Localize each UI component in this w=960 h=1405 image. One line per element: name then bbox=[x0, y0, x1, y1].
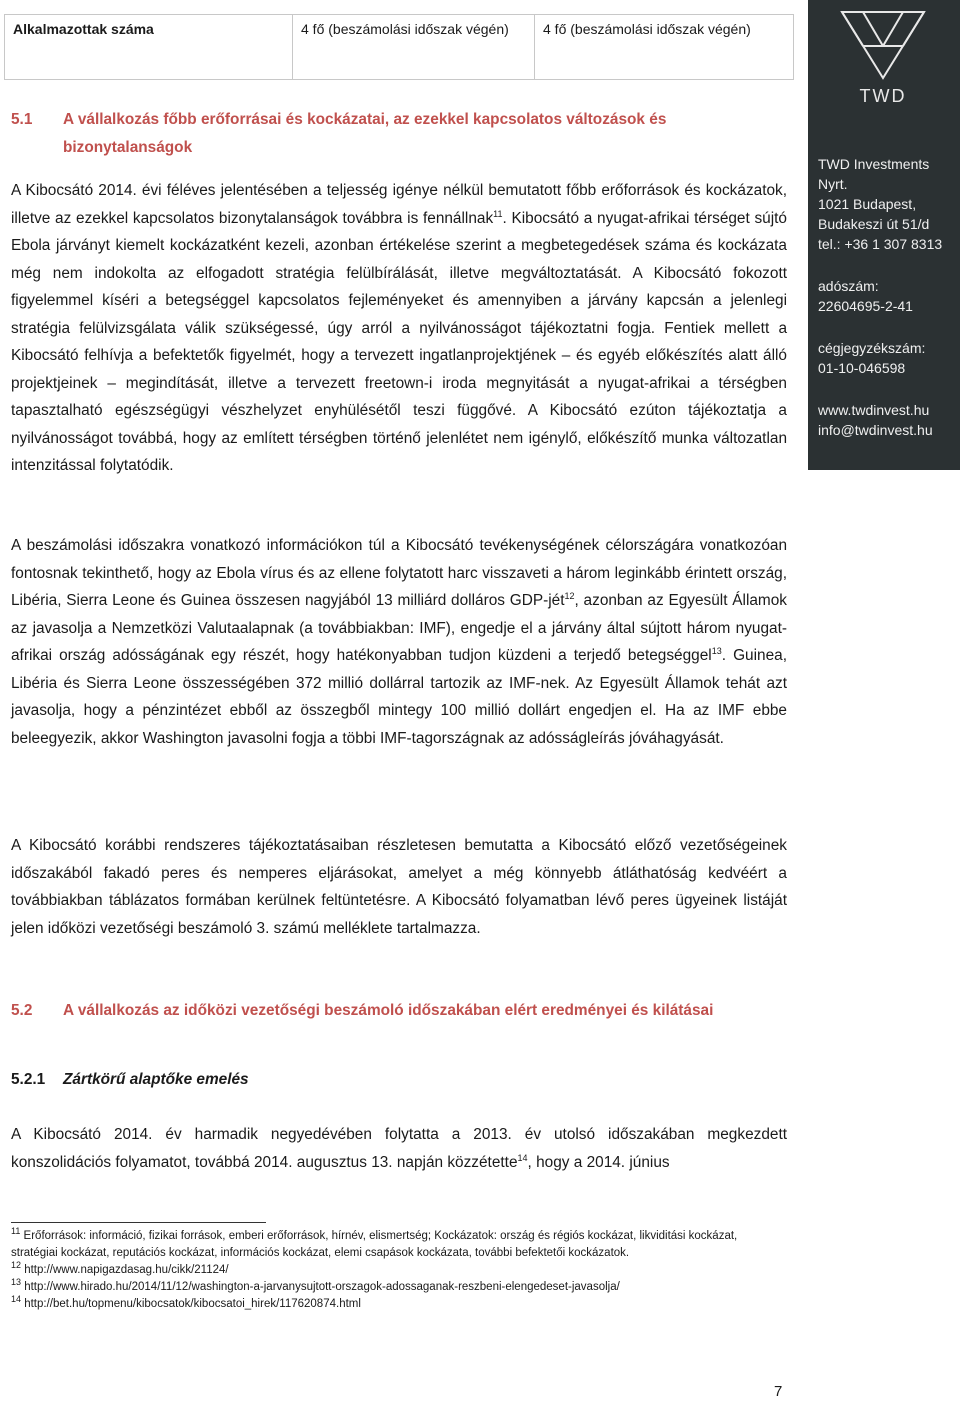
footnote-number: 14 bbox=[11, 1294, 22, 1305]
paragraph-text: A Kibocsátó 2014. év harmadik negyedévében folytatta a 2013. év utolsó időszakában megkezdett konszolidációs folyamatot, továbbá 2014. augusztus 13. napján közzétette bbox=[11, 1126, 787, 1171]
paragraph-text: A Kibocsátó 2014. évi féléves jelentésében a teljesség igénye nélkül bemutatott főbb erőforrások és kockázatok, illetve az ezekkel kapcsolatos bizonytalanságok továbbra is fennállnak bbox=[11, 182, 787, 227]
paragraph-text: , hogy a 2014. június bbox=[527, 1153, 670, 1171]
registration-number: 01-10-046598 bbox=[818, 360, 906, 376]
address-line-2: Budakeszi út 51/d bbox=[818, 216, 930, 232]
company-name: TWD Investments Nyrt. bbox=[818, 156, 930, 192]
footnote-ref[interactable]: 14 bbox=[517, 1152, 528, 1163]
employee-count-table bbox=[4, 14, 794, 80]
footnote-number: 11 bbox=[11, 1226, 21, 1237]
paragraph-text: . Guinea, Libéria és Sierra Leone összességében 372 millió dollárral tartozik az IMF-nek. Az Egyesült Államok tehát azt javasolja, hogy a pénzintézet ebből az összegből mintegy 100 millió dollárt engedjen el. Ha az IMF ebbe beleegyezik, akkor Washington javasolni fogja a többi IMF-tagországnak az adósságleírás jóváhagyását. bbox=[11, 647, 787, 747]
registration-label: cégjegyzékszám: bbox=[818, 340, 926, 356]
subsection-heading-5-2-1 bbox=[11, 1066, 249, 1094]
company-sidebar bbox=[808, 0, 960, 470]
paragraph-text: , azonban az Egyesült Államok az javasolja a Nemzetközi Valutaalapnak (a továbbiakban: IMF), engedje el a járvány által sújtott három nyugat-afrikai ország adósságának egy részét, hogy hatékonyabban tudjon küzdeni a terjedő betegséggel bbox=[11, 592, 787, 664]
footnote-item bbox=[11, 1262, 787, 1279]
footnote-ref[interactable]: 11 bbox=[493, 208, 503, 219]
footnote-text: Erőforrások: információ, fizikai források, emberi erőforrások, hírnév, elismertség; Kockázatok: ország és régiós kockázat, likviditási kockázat, stratégiai kockázat, reputációs kockázat, információs kockázat, elemi csapások kockázata, további befektetői kockázatok. bbox=[11, 1230, 738, 1259]
footnote-link[interactable]: http://bet.hu/topmenu/kibocsatok/kibocsatoi_hirek/117620874.html bbox=[24, 1298, 361, 1310]
tax-number: 22604695-2-41 bbox=[818, 298, 913, 314]
footnote-item bbox=[11, 1279, 787, 1296]
footnote-item bbox=[11, 1228, 787, 1262]
section-title-continued: bizonytalanságok bbox=[63, 138, 193, 156]
footnote-ref[interactable]: 13 bbox=[711, 645, 722, 656]
page-number: 7 bbox=[774, 1383, 783, 1400]
tax-label: adószám: bbox=[818, 278, 879, 294]
phone-number: tel.: +36 1 307 8313 bbox=[818, 236, 943, 252]
paragraph-text: A beszámolási időszakra vonatkozó információkon túl a Kibocsátó tevékenységének célországára vonatkozóan fontosnak tekinthető, hogy az Ebola vírus és az ellene folytatott harc visszaveti a három leginkább érintett ország, Libéria, Sierra Leone és Guinea összesen nagyjából 13 milliárd dolláros GDP-jét bbox=[11, 537, 787, 609]
footnote-item bbox=[11, 1296, 787, 1313]
paragraph-ebola-imf bbox=[11, 532, 787, 752]
footnote-link[interactable]: http://www.napigazdasag.hu/cikk/21124/ bbox=[24, 1264, 229, 1276]
table-value-cell: 4 fő (beszámolási időszak végén) bbox=[543, 21, 751, 37]
footnote-number: 12 bbox=[11, 1260, 22, 1271]
paragraph-risks bbox=[11, 177, 787, 480]
section-number: 5.2 bbox=[11, 1002, 33, 1019]
section-heading-5-2 bbox=[11, 997, 787, 1025]
email-link[interactable]: info@twdinvest.hu bbox=[818, 422, 933, 438]
website-link[interactable]: www.twdinvest.hu bbox=[818, 402, 930, 418]
footnote-ref[interactable]: 12 bbox=[564, 590, 575, 601]
logo-wordmark: TWD bbox=[859, 86, 907, 106]
footnotes bbox=[11, 1228, 787, 1313]
table-label-cell: Alkalmazottak száma bbox=[5, 15, 293, 79]
table-value-cell: 4 fő (beszámolási időszak végén) bbox=[293, 15, 535, 79]
address-line-1: 1021 Budapest, bbox=[818, 196, 917, 212]
section-title: A vállalkozás főbb erőforrásai és kockázatai, az ezekkel kapcsolatos változások és bbox=[63, 111, 667, 128]
subsection-title: Zártkörű alaptőke emelés bbox=[63, 1071, 249, 1088]
section-number: 5.1 bbox=[11, 111, 33, 128]
paragraph-legal: A Kibocsátó korábbi rendszeres tájékoztatásaiban részletesen bemutatta a Kibocsátó előző vezetőségeinek időszakából fakadó peres és nemperes eljárásokat, amelyet a még könnyebb átláthatóság kedvéért a továbbiakban táblázatos formában kerülnek feltüntetésre. A Kibocsátó folyamatban lévő peres ügyeinek listáját jelen időközi vezetőségi beszámoló 3. számú melléklete tartalmazza. bbox=[11, 837, 787, 937]
subsection-number: 5.2.1 bbox=[11, 1071, 46, 1088]
footnote-link[interactable]: http://www.hirado.hu/2014/11/12/washington-a-jarvanysujtott-orszagok-adossaganak-reszbeni-elengedeset-javasolja/ bbox=[24, 1281, 620, 1293]
paragraph-capital-raise bbox=[11, 1121, 787, 1176]
paragraph-text: . Kibocsátó a nyugat-afrikai térséget sújtó Ebola járványt kiemelt kockázatként kezeli, azonban értékelése szerint a megbetegedések száma és kockázata még nem indokolta az elfogadott stratégia felülbírálását, illetve megváltoztatását. A Kibocsátó fokozott figyelemmel kíséri a betegséggel kapcsolatos fejleményeket és amennyiben a járvány kapcsán a jelenlegi stratégia felülvizsgálata válik szükségessé, úgy arról a nyilvánosságot tájékoztatni fogja. Fentiek mellett a Kibocsátó felhívja a befektetők figyelmét, hogy a tervezett ingatlanprojektjének – és egyéb előkészítés alatt álló projektjeinek – megindítását, illetve a tervezett freetown-i iroda megnyitását a nyugat-afrikai a térségben tapasztalható egészségügyi vészhelyzet enyhülésétől teszi függővé. A Kibocsátó ezúton tájékoztatja a nyilvánosságot továbbá, hogy az említett térségben történő jelenlétet nem igénylő, előkészítő munka változatlan intenzitással folytatódik. bbox=[11, 209, 787, 474]
section-heading-5-1 bbox=[11, 106, 787, 161]
footnote-divider bbox=[11, 1222, 266, 1223]
section-title: A vállalkozás az időközi vezetőségi beszámoló időszakában elért eredményei és kilátásai bbox=[63, 1002, 714, 1019]
footnote-number: 13 bbox=[11, 1277, 22, 1288]
